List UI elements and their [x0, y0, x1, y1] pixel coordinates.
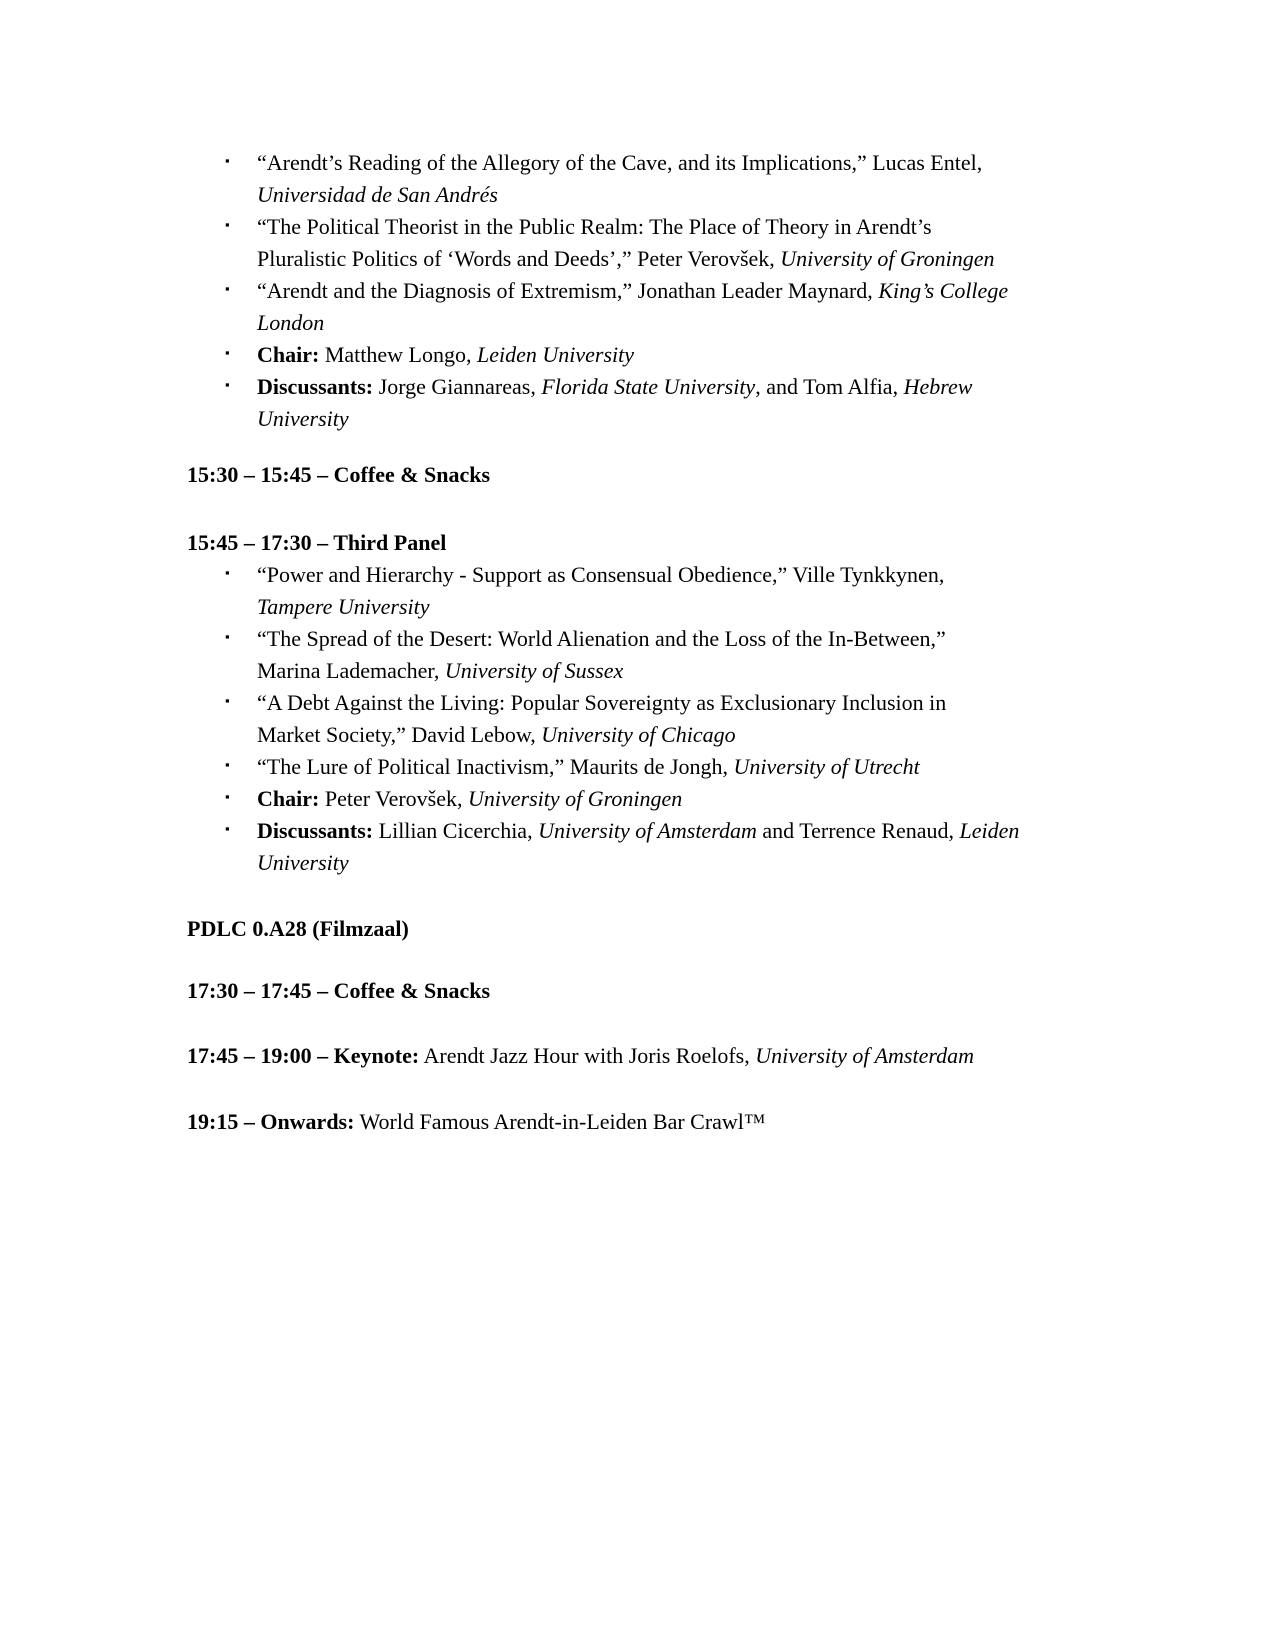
- bullet-icon: ▪: [225, 153, 230, 168]
- bullet-icon: ▪: [225, 281, 230, 296]
- panel3-roles-list: [187, 783, 1090, 879]
- panel2-papers-list: [187, 147, 1090, 339]
- paper-item: [187, 211, 1090, 275]
- paper-line: [257, 211, 1090, 243]
- bullet-icon: ▪: [225, 629, 230, 644]
- paper-line: [257, 655, 1090, 687]
- paper-line: [257, 179, 1090, 211]
- paper-line: [257, 307, 1090, 339]
- role-line: [257, 403, 1090, 435]
- role-label: Chair:: [257, 786, 320, 811]
- paper-title-author: “A Debt Against the Living: Popular Sovereignty as Exclusionary Inclusion in: [257, 690, 947, 715]
- affiliation-text: Hebrew: [903, 374, 973, 399]
- paper-title-author: Marina Lademacher,: [257, 658, 445, 683]
- affiliation-text: Leiden: [959, 818, 1020, 843]
- role-label: Discussants:: [257, 818, 374, 843]
- paper-title-author: “Power and Hierarchy - Support as Consensual Obedience,” Ville Tynkkynen,: [257, 562, 945, 587]
- paper-line: [257, 751, 1090, 783]
- paper-title-author: “The Lure of Political Inactivism,” Maurits de Jongh,: [257, 754, 734, 779]
- paper-line: [257, 147, 1090, 179]
- affiliation-text: University of Sussex: [444, 658, 624, 683]
- paper-title-author: Pluralistic Politics of ‘Words and Deeds’,” Peter Verovšek,: [257, 246, 781, 271]
- paper-item: [187, 147, 1090, 211]
- section-heading-coffee-2: 17:30 – 17:45 – Coffee & Snacks: [187, 978, 491, 1003]
- paper-line: [257, 623, 1090, 655]
- paper-item: [187, 623, 1090, 687]
- paper-item: [187, 275, 1090, 339]
- role-line: [257, 371, 1090, 403]
- affiliation-text: London: [257, 310, 325, 335]
- affiliation-text: University of Utrecht: [733, 754, 920, 779]
- bar-crawl-text: World Famous Arendt-in-Leiden Bar Crawl™: [354, 1109, 766, 1134]
- role-line: [257, 339, 1090, 371]
- bullet-icon: ▪: [225, 693, 230, 708]
- affiliation-text: University of Amsterdam: [755, 1043, 975, 1068]
- bullet-icon: ▪: [225, 821, 230, 836]
- affiliation-text: University of Chicago: [541, 722, 736, 747]
- role-text: Matthew Longo,: [319, 342, 477, 367]
- affiliation-text: University of Amsterdam: [538, 818, 757, 843]
- bar-crawl-label: 19:15 – Onwards:: [187, 1109, 355, 1134]
- paper-line: [257, 559, 1090, 591]
- keynote-text: Arendt Jazz Hour with Joris Roelofs,: [419, 1043, 756, 1068]
- paper-line: [257, 243, 1090, 275]
- affiliation-text: University: [257, 850, 349, 875]
- section-heading-coffee-1: 15:30 – 15:45 – Coffee & Snacks: [187, 462, 491, 487]
- bullet-icon: ▪: [225, 217, 230, 232]
- paper-title-author: “Arendt’s Reading of the Allegory of the Cave, and its Implications,” Lucas Entel,: [257, 150, 983, 175]
- bullet-icon: ▪: [225, 757, 230, 772]
- bullet-icon: ▪: [225, 345, 230, 360]
- bullet-icon: ▪: [225, 377, 230, 392]
- role-text: , and Tom Alfia,: [755, 374, 904, 399]
- affiliation-text: Universidad de San Andrés: [257, 182, 498, 207]
- paper-line: [257, 687, 1090, 719]
- role-text: Lillian Cicerchia,: [373, 818, 539, 843]
- role-item: [187, 815, 1090, 879]
- role-label: Chair:: [257, 342, 320, 367]
- role-text: and Terrence Renaud,: [756, 818, 960, 843]
- panel3-papers-list: [187, 559, 1090, 783]
- role-label: Discussants:: [257, 374, 374, 399]
- paper-title-author: Market Society,” David Lebow,: [257, 722, 542, 747]
- paper-title-author: “Arendt and the Diagnosis of Extremism,” Jonathan Leader Maynard,: [257, 278, 879, 303]
- affiliation-text: University of Groningen: [780, 246, 995, 271]
- role-line: [257, 847, 1090, 879]
- affiliation-text: Tampere University: [257, 594, 430, 619]
- keynote-label: 17:45 – 19:00 – Keynote:: [187, 1043, 420, 1068]
- role-text: Jorge Giannareas,: [373, 374, 542, 399]
- paper-item: [187, 687, 1090, 751]
- bullet-icon: ▪: [225, 565, 230, 580]
- affiliation-text: Leiden University: [476, 342, 635, 367]
- affiliation-text: Florida State University: [541, 374, 756, 399]
- paper-title-author: “The Political Theorist in the Public Realm: The Place of Theory in Arendt’s: [257, 214, 932, 239]
- role-item: [187, 339, 1090, 371]
- bar-crawl-line: [187, 1106, 1090, 1138]
- role-text: Peter Verovšek,: [319, 786, 468, 811]
- affiliation-text: University of Groningen: [468, 786, 683, 811]
- bullet-icon: ▪: [225, 789, 230, 804]
- role-line: [257, 783, 1090, 815]
- paper-title-author: “The Spread of the Desert: World Alienation and the Loss of the In-Between,”: [257, 626, 946, 651]
- affiliation-text: King’s College: [878, 278, 1009, 303]
- role-line: [257, 815, 1090, 847]
- paper-item: [187, 559, 1090, 623]
- panel2-roles-list: [187, 339, 1090, 435]
- role-item: [187, 371, 1090, 435]
- room-heading: PDLC 0.A28 (Filmzaal): [187, 916, 409, 941]
- role-item: [187, 783, 1090, 815]
- affiliation-text: University: [257, 406, 349, 431]
- paper-line: [257, 719, 1090, 751]
- paper-line: [257, 591, 1090, 623]
- paper-item: [187, 751, 1090, 783]
- paper-line: [257, 275, 1090, 307]
- keynote-line: [187, 1040, 1090, 1072]
- section-heading-third-panel: 15:45 – 17:30 – Third Panel: [187, 530, 447, 555]
